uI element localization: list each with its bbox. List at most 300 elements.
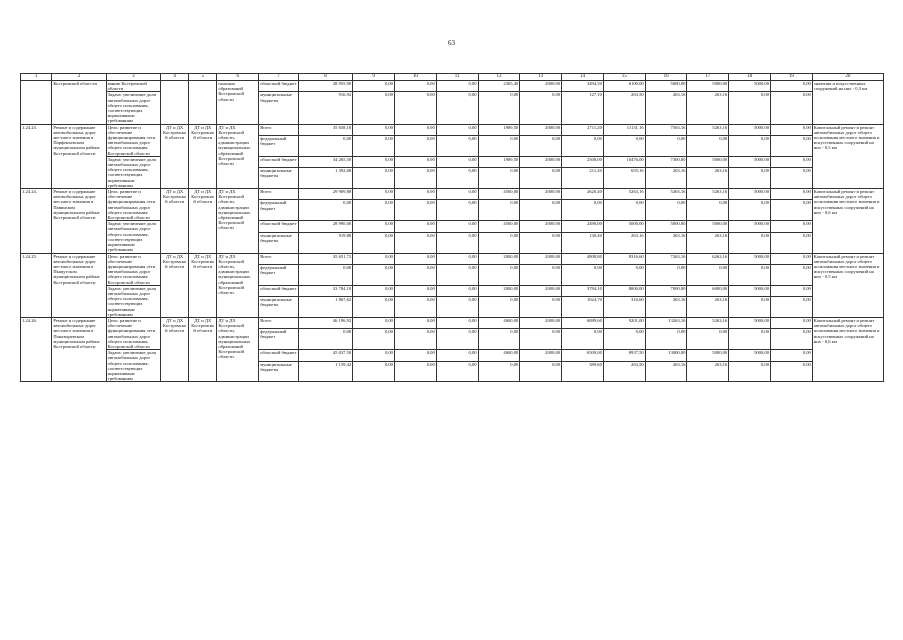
amount-cell: 0,00: [353, 200, 395, 221]
header-cell: 13: [520, 74, 562, 81]
amount-cell: 0,00: [729, 135, 771, 156]
amount-cell: 0,00: [729, 297, 771, 318]
amount-cell: 0,00: [436, 135, 478, 156]
amount-cell: 0,00: [520, 200, 562, 221]
page-number: 63: [448, 39, 455, 47]
amount-cell: 655,16: [603, 168, 645, 189]
amount-cell: 263,16: [687, 92, 729, 124]
funding-source: областной бюджет: [259, 81, 299, 92]
amount-cell: 0,00: [520, 135, 562, 156]
amount-cell: 2490,00: [562, 221, 604, 232]
amount-cell: 5000,00: [645, 221, 687, 232]
amount-cell: 28 990,00: [298, 221, 352, 232]
amount-cell: 263,16: [645, 297, 687, 318]
amount-cell: 0,00: [603, 264, 645, 285]
amount-cell: 0,00: [520, 361, 562, 382]
header-cell: 19: [771, 74, 813, 81]
amount-cell: 0,00: [520, 92, 562, 124]
header-cell: 1: [21, 74, 52, 81]
amount-cell: 34 265,50: [298, 156, 352, 167]
amount-cell: 0,00: [298, 329, 352, 350]
amount-cell: 5000,00: [687, 156, 729, 167]
funding-source: муниципальные бюджеты: [259, 232, 299, 253]
amount-cell: 263,16: [687, 361, 729, 382]
amount-cell: 263,16: [645, 361, 687, 382]
amount-cell: 35 651,72: [298, 253, 352, 264]
item-name: Ремонт и содержание автомобильных дорог местного значения в Пыщугском муниципальном районе Костромской области: [52, 253, 106, 317]
amount-cell: 0,00: [771, 317, 813, 328]
amount-cell: 2000,00: [520, 285, 562, 296]
amount-cell: 0,00: [729, 329, 771, 350]
item-number: 1.24.26.: [21, 317, 52, 381]
amount-cell: 13263,16: [645, 317, 687, 328]
funding-source: федеральный бюджет: [259, 329, 299, 350]
amount-cell: 4500,00: [478, 189, 520, 200]
amount-cell: 0,00: [394, 221, 436, 232]
amount-cell: 0,00: [562, 135, 604, 156]
coordinator-cell: ДТ и ДХ Костромской области: [189, 124, 217, 188]
amount-cell: 0,00: [353, 232, 395, 253]
coordinator-cell: [189, 81, 217, 125]
amount-cell: 1 392,68: [298, 168, 352, 189]
amount-cell: 0,00: [771, 221, 813, 232]
amount-cell: 5000,00: [729, 317, 771, 328]
amount-cell: 5000,00: [729, 350, 771, 361]
amount-cell: 0,00: [729, 232, 771, 253]
expected-result: значения и искусственных сооружений на них - 0,3 км: [812, 81, 883, 125]
table-row: [21, 81, 884, 92]
amount-cell: 0,00: [394, 189, 436, 200]
amount-cell: 0,00: [771, 156, 813, 167]
amount-cell: 0,00: [478, 168, 520, 189]
table-row: [21, 253, 884, 264]
funding-source: областной бюджет: [259, 350, 299, 361]
amount-cell: 2000,00: [478, 253, 520, 264]
goal-text: ванию Костромской области: [106, 81, 160, 92]
amount-cell: 0,00: [436, 297, 478, 318]
amount-cell: 5000,00: [729, 156, 771, 167]
amount-cell: 0,00: [771, 168, 813, 189]
amount-cell: 389,60: [562, 361, 604, 382]
item-number: 1.24.25.: [21, 253, 52, 317]
amount-cell: 7563,16: [645, 124, 687, 135]
amount-cell: 0,00: [394, 264, 436, 285]
amount-cell: 2000,00: [520, 156, 562, 167]
header-cell: 9: [353, 74, 395, 81]
amount-cell: 0,00: [298, 200, 352, 221]
amount-cell: 5000,00: [645, 81, 687, 92]
header-cell: 12: [478, 74, 520, 81]
amount-cell: 0,00: [436, 92, 478, 124]
header-row: [21, 74, 884, 81]
item-number: 1.24.24.: [21, 189, 52, 253]
funding-source: Всего: [259, 189, 299, 200]
amount-cell: 263,16: [687, 297, 729, 318]
task-text: Задача: увеличение доли автомобильных дорог общего пользования, соответствующих нормативным требованиям: [106, 92, 160, 124]
amount-cell: 916,92: [298, 92, 352, 124]
amount-cell: 0,00: [353, 156, 395, 167]
table-row: [21, 350, 884, 361]
amount-cell: 5000,00: [729, 189, 771, 200]
amount-cell: 919,88: [298, 232, 352, 253]
amount-cell: 263,16: [645, 92, 687, 124]
amount-cell: 0,00: [353, 81, 395, 92]
amount-cell: 0,00: [353, 221, 395, 232]
amount-cell: 0,00: [645, 329, 687, 350]
coordinator-cell: ДТ и ДХ Костромской области: [189, 189, 217, 253]
amount-cell: 0,00: [298, 264, 352, 285]
amount-cell: 46 196,92: [298, 317, 352, 328]
amount-cell: 4600,00: [478, 350, 520, 361]
amount-cell: 6889,60: [562, 317, 604, 328]
amount-cell: 263,16: [645, 232, 687, 253]
goal-text: Цель: развитие и обеспечение функционирования сети автомобильных дорог общего пользования Костромской области: [106, 253, 160, 285]
amount-cell: 0,00: [353, 135, 395, 156]
funding-source: федеральный бюджет: [259, 200, 299, 221]
amount-cell: 0,00: [687, 200, 729, 221]
amount-cell: 4600,00: [478, 317, 520, 328]
executor-cell: ДТ и ДХ Костромской области: [161, 124, 189, 188]
amount-cell: 35 658,18: [298, 124, 352, 135]
amount-cell: 0,00: [436, 361, 478, 382]
amount-cell: 0,00: [436, 189, 478, 200]
item-number: 1.24.23.: [21, 124, 52, 188]
coordinator-cell: ДТ и ДХ Костромской области: [189, 253, 217, 317]
amount-cell: 0,00: [436, 253, 478, 264]
table-row: [21, 317, 884, 328]
header-cell: 8: [298, 74, 352, 81]
amount-cell: 0,00: [771, 124, 813, 135]
expected-result: Капитальный ремонт и ремонт автомобильных дорог общего пользования местного значения и искусственных сооружений на них - 0,6 км: [812, 189, 883, 253]
table-row: [21, 189, 884, 200]
amount-cell: 0,00: [771, 135, 813, 156]
amount-cell: 263,16: [603, 232, 645, 253]
amount-cell: 0,00: [771, 297, 813, 318]
amount-cell: 0,00: [436, 168, 478, 189]
amount-cell: 0,00: [353, 317, 395, 328]
amount-cell: 5263,16: [687, 124, 729, 135]
amount-cell: 127,10: [562, 92, 604, 124]
amount-cell: 2711,20: [562, 124, 604, 135]
funding-source: федеральный бюджет: [259, 135, 299, 156]
header-cell: 4: [161, 74, 189, 81]
amount-cell: 0,00: [603, 135, 645, 156]
amount-cell: 5263,16: [687, 317, 729, 328]
amount-cell: 5000,00: [687, 350, 729, 361]
amount-cell: 0,00: [353, 168, 395, 189]
amount-cell: 33 784,10: [298, 285, 352, 296]
amount-cell: 0,00: [394, 92, 436, 124]
amount-cell: 7300,00: [645, 156, 687, 167]
amount-cell: 0,00: [520, 168, 562, 189]
amount-cell: 5263,16: [645, 189, 687, 200]
table-row: [21, 156, 884, 167]
amount-cell: 0,00: [603, 329, 645, 350]
amount-cell: 0,00: [394, 200, 436, 221]
amount-cell: 0,00: [729, 361, 771, 382]
amount-cell: 13000,00: [645, 350, 687, 361]
amount-cell: 8000,00: [603, 285, 645, 296]
amount-cell: 5000,00: [687, 221, 729, 232]
funding-source: муниципальные бюджеты: [259, 92, 299, 124]
amount-cell: 0,00: [478, 92, 520, 124]
task-text: Задача: увеличение доли автомобильных дорог общего пользования, соответствующих нормативным требованиям: [106, 156, 160, 188]
amount-cell: 0,00: [353, 189, 395, 200]
goal-text: Цель: развитие и обеспечение функционирования сети автомобильных дорог общего пользования Костромской области: [106, 189, 160, 221]
amount-cell: 0,00: [520, 297, 562, 318]
amount-cell: 0,00: [353, 253, 395, 264]
amount-cell: 0,00: [771, 232, 813, 253]
funding-source: федеральный бюджет: [259, 264, 299, 285]
amount-cell: 0,00: [394, 124, 436, 135]
amount-cell: 0,00: [353, 285, 395, 296]
expected-result: Капитальный ремонт и ремонт автомобильных дорог общего пользования местного значения и искусственных сооружений на них - 0,6 км: [812, 317, 883, 381]
amount-cell: 11131,16: [603, 124, 645, 135]
amount-cell: 0,00: [394, 81, 436, 92]
amount-cell: 0,00: [394, 350, 436, 361]
funding-source: Всего: [259, 253, 299, 264]
amount-cell: 0,00: [436, 232, 478, 253]
amount-cell: 0,00: [478, 361, 520, 382]
amount-cell: 6263,16: [687, 253, 729, 264]
amount-cell: 8937,50: [603, 350, 645, 361]
participants-cell: ДТ и ДХ Костромской области, администрации муниципальных образований Костромской области: [217, 189, 259, 253]
amount-cell: 7263,16: [645, 253, 687, 264]
header-cell: 14: [562, 74, 604, 81]
amount-cell: 5000,00: [603, 221, 645, 232]
amount-cell: 0,00: [478, 200, 520, 221]
amount-cell: 0,00: [436, 81, 478, 92]
task-text: Задача: увеличение доли автомобильных дорог общего пользования, соответствующих нормативным требованиям: [106, 350, 160, 382]
amount-cell: 0,00: [478, 297, 520, 318]
amount-cell: 0,00: [436, 200, 478, 221]
amount-cell: 6500,00: [562, 350, 604, 361]
amount-cell: 5000,00: [729, 285, 771, 296]
amount-cell: 0,00: [394, 253, 436, 264]
amount-cell: 0,00: [478, 329, 520, 350]
amount-cell: 0,00: [394, 329, 436, 350]
amount-cell: 3784,10: [562, 285, 604, 296]
item-number: [21, 81, 52, 125]
amount-cell: 2000,00: [520, 317, 562, 328]
amount-cell: 130,40: [562, 232, 604, 253]
amount-cell: 0,00: [771, 350, 813, 361]
amount-cell: 0,00: [645, 200, 687, 221]
amount-cell: 0,00: [436, 329, 478, 350]
amount-cell: 10476,00: [603, 156, 645, 167]
amount-cell: 5000,00: [729, 81, 771, 92]
amount-cell: 0,00: [729, 92, 771, 124]
amount-cell: 0,00: [687, 135, 729, 156]
task-text: Задача: увеличение доли автомобильных дорог общего пользования, соответствующих нормативным требованиям: [106, 285, 160, 317]
amount-cell: 0,00: [771, 285, 813, 296]
amount-cell: 0,00: [436, 264, 478, 285]
amount-cell: 0,00: [645, 264, 687, 285]
amount-cell: 0,00: [353, 124, 395, 135]
amount-cell: 2000,00: [520, 189, 562, 200]
executor-cell: [161, 81, 189, 125]
amount-cell: 0,00: [729, 200, 771, 221]
header-cell: 11: [436, 74, 478, 81]
amount-cell: 2000,00: [520, 124, 562, 135]
amount-cell: 263,16: [687, 232, 729, 253]
amount-cell: 2500,00: [562, 156, 604, 167]
amount-cell: 5263,16: [687, 189, 729, 200]
amount-cell: 0,00: [394, 361, 436, 382]
funding-source: муниципальные бюджеты: [259, 168, 299, 189]
amount-cell: 263,50: [603, 361, 645, 382]
table-row: [21, 92, 884, 124]
participants-cell: ДТ и ДХ Костромской области, администрации муниципальных образований Костромской области: [217, 253, 259, 317]
amount-cell: 9201,00: [603, 317, 645, 328]
amount-cell: 0,00: [771, 92, 813, 124]
amount-cell: 5000,00: [729, 124, 771, 135]
amount-cell: 0,00: [436, 156, 478, 167]
amount-cell: 2365,40: [478, 81, 520, 92]
funding-source: Всего: [259, 124, 299, 135]
funding-source: областной бюджет: [259, 285, 299, 296]
amount-cell: 1024,70: [562, 297, 604, 318]
amount-cell: 0,00: [771, 253, 813, 264]
amount-cell: 6100,00: [603, 81, 645, 92]
amount-cell: 0,00: [729, 168, 771, 189]
funding-source: Всего: [259, 317, 299, 328]
amount-cell: 0,00: [394, 168, 436, 189]
item-name: Ремонт и содержание автомобильных дорог местного значения в Поназыревском муниципальном районе Костромской области: [52, 317, 106, 381]
amount-cell: 0,00: [394, 317, 436, 328]
participants-cell: ДТ и ДХ Костромской области, администрации муниципальных образований Костромской области: [217, 317, 259, 381]
amount-cell: 0,00: [394, 297, 436, 318]
amount-cell: 3494,50: [562, 81, 604, 92]
amount-cell: 4808,80: [562, 253, 604, 264]
amount-cell: 5263,16: [603, 189, 645, 200]
header-cell: 7: [259, 74, 299, 81]
program-table: [20, 73, 884, 382]
amount-cell: 29 909,88: [298, 189, 352, 200]
amount-cell: 0,00: [520, 264, 562, 285]
amount-cell: 2620,40: [562, 189, 604, 200]
amount-cell: 0,00: [478, 232, 520, 253]
table-row: [21, 124, 884, 135]
amount-cell: 0,00: [645, 135, 687, 156]
amount-cell: 0,00: [771, 81, 813, 92]
amount-cell: 0,00: [687, 329, 729, 350]
amount-cell: 0,00: [298, 135, 352, 156]
amount-cell: 2000,00: [520, 350, 562, 361]
header-cell: 18: [729, 74, 771, 81]
header-cell: 15: [603, 74, 645, 81]
amount-cell: 0,00: [562, 264, 604, 285]
executor-cell: ДТ и ДХ Костромской области: [161, 253, 189, 317]
coordinator-cell: ДТ и ДХ Костромской области: [189, 317, 217, 381]
participants-cell: ДТ и ДХ Костромской области, администрации муниципальных образований Костромской области: [217, 124, 259, 188]
amount-cell: 1 159,42: [298, 361, 352, 382]
amount-cell: 0,00: [562, 200, 604, 221]
amount-cell: 8316,60: [603, 253, 645, 264]
amount-cell: 0,00: [353, 329, 395, 350]
amount-cell: 0,00: [478, 264, 520, 285]
amount-cell: 0,00: [353, 92, 395, 124]
amount-cell: 0,00: [394, 135, 436, 156]
executor-cell: ДТ и ДХ Костромской области: [161, 189, 189, 253]
amount-cell: 0,00: [771, 361, 813, 382]
funding-source: областной бюджет: [259, 156, 299, 167]
expected-result: Капитальный ремонт и ремонт автомобильных дорог общего пользования местного значения и искусственных сооружений на них - 0,5 км: [812, 124, 883, 188]
amount-cell: 0,00: [353, 350, 395, 361]
header-cell: 20: [812, 74, 883, 81]
amount-cell: 0,00: [353, 361, 395, 382]
item-name: Ремонт и содержание автомобильных дорог местного значения в Парфеньевском муниципальном районе Костромской области: [52, 124, 106, 188]
amount-cell: 2000,00: [520, 81, 562, 92]
amount-cell: 7000,00: [645, 285, 687, 296]
amount-cell: 2000,00: [478, 285, 520, 296]
goal-text: Цель: развитие и обеспечение функционирования сети автомобильных дорог общего пользования Костромской области: [106, 124, 160, 156]
amount-cell: 0,00: [478, 135, 520, 156]
amount-cell: 0,00: [562, 329, 604, 350]
amount-cell: 0,00: [436, 124, 478, 135]
amount-cell: 263,50: [603, 92, 645, 124]
participants-cell: пальных образований Костромской области: [217, 81, 259, 125]
amount-cell: 0,00: [436, 221, 478, 232]
table-row: [21, 285, 884, 296]
amount-cell: 28 955,90: [298, 81, 352, 92]
funding-source: муниципальные бюджеты: [259, 361, 299, 382]
amount-cell: 0,00: [520, 232, 562, 253]
header-cell: 10: [394, 74, 436, 81]
amount-cell: 0,00: [436, 285, 478, 296]
amount-cell: 0,00: [394, 285, 436, 296]
amount-cell: 5000,00: [729, 221, 771, 232]
amount-cell: 0,00: [729, 264, 771, 285]
amount-cell: 1 867,62: [298, 297, 352, 318]
item-name: Ремонт и содержание автомобильных дорог местного значения в Павинском муниципальном районе Костромской области: [52, 189, 106, 253]
amount-cell: 0,00: [771, 329, 813, 350]
amount-cell: 5000,00: [729, 253, 771, 264]
amount-cell: 316,60: [603, 297, 645, 318]
header-cell: 3: [106, 74, 160, 81]
amount-cell: 0,00: [353, 264, 395, 285]
funding-source: муниципальные бюджеты: [259, 297, 299, 318]
goal-text: Цель: развитие и обеспечение функционирования сети автомобильных дорог общего пользования Костромской области: [106, 317, 160, 349]
amount-cell: 6000,00: [687, 285, 729, 296]
amount-cell: 0,00: [520, 329, 562, 350]
header-cell: 16: [645, 74, 687, 81]
amount-cell: 4500,00: [478, 221, 520, 232]
amount-cell: 263,16: [645, 168, 687, 189]
amount-cell: 2000,00: [520, 221, 562, 232]
table-row: [21, 221, 884, 232]
amount-cell: 0,00: [771, 189, 813, 200]
amount-cell: 5000,00: [687, 81, 729, 92]
header-cell: 17: [687, 74, 729, 81]
amount-cell: 211,20: [562, 168, 604, 189]
amount-cell: 0,00: [436, 350, 478, 361]
amount-cell: 0,00: [394, 156, 436, 167]
amount-cell: 0,00: [436, 317, 478, 328]
amount-cell: 0,00: [353, 297, 395, 318]
amount-cell: 45 037,50: [298, 350, 352, 361]
header-cell: 5: [189, 74, 217, 81]
amount-cell: 0,00: [771, 200, 813, 221]
amount-cell: 1989,50: [478, 156, 520, 167]
expected-result: Капитальный ремонт и ремонт автомобильных дорог общего пользования местного значения и искусственных сооружений на них - 0,5 км: [812, 253, 883, 317]
amount-cell: 2000,00: [520, 253, 562, 264]
executor-cell: ДТ и ДХ Костромской области: [161, 317, 189, 381]
task-text: Задача: увеличение доли автомобильных дорог общего пользования, соответствующих нормативным требованиям: [106, 221, 160, 253]
amount-cell: 263,16: [687, 168, 729, 189]
funding-source: областной бюджет: [259, 221, 299, 232]
header-cell: 2: [52, 74, 106, 81]
